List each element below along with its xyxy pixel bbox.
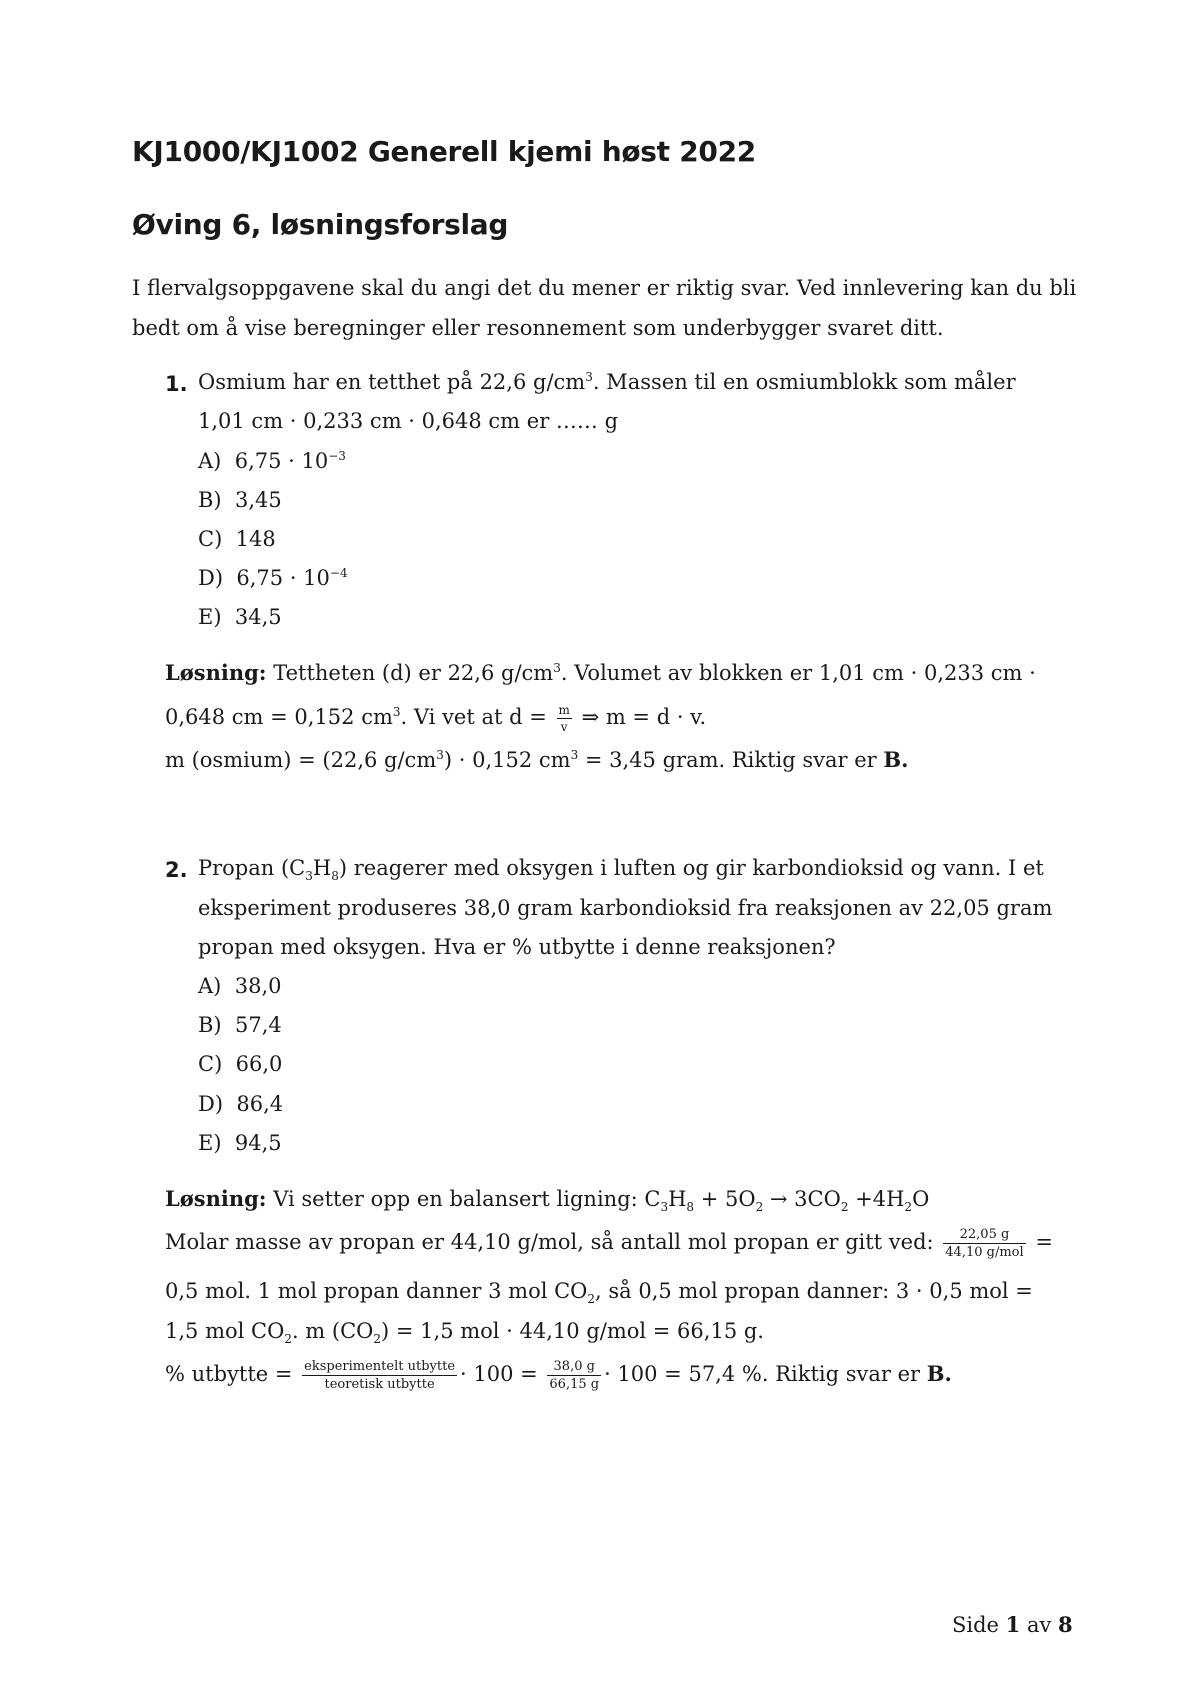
intro-line-1: I flervalgsoppgavene skal du angi det du mener er riktig svar. Ved innlevering kan du bli <box>132 276 1077 300</box>
question-2-number: 2. <box>165 858 188 882</box>
q2-solution-line-4: 1,5 mol $CO_2$. m $(CO_2) = 1,5$ mol · 44,10 g/mol = 66,15 g. <box>165 1319 764 1347</box>
question-1-line-1: Osmium har en tetthet på 22,6 $g/cm^3$. Massen til en osmiumblokk som måler <box>198 370 1016 394</box>
exercise-title: Øving 6, løsningsforslag <box>132 208 509 241</box>
q2-option-d: D) 86,4 <box>198 1092 284 1116</box>
question-2-line-3: propan med oksygen. Hva er % utbytte i denne reaksjonen? <box>198 935 836 959</box>
q1-option-d: D) $6,75 \cdot 10^{-4}$ <box>198 566 348 590</box>
yield-fraction: $\frac{\text{eksperimentelt utbytte}}{\text{teoretisk utbytte}}$ <box>304 1359 456 1392</box>
q1-solution-line-1: Løsning: Tettheten (d) er 22,6 $g/cm^3$. Volumet av blokken er 1,01 cm · 0,233 cm · <box>165 660 1036 685</box>
course-title: KJ1000/KJ1002 Generell kjemi høst 2022 <box>132 135 756 168</box>
question-1-number: 1. <box>165 372 188 396</box>
mass-fraction: $\frac{38,0 g}{66,15 g}$ <box>549 1359 600 1392</box>
solution-label-2: Løsning: <box>165 1186 267 1211</box>
q1-answer: B. <box>883 747 909 772</box>
page-number: Side 1 av 8 <box>952 1612 1073 1637</box>
q1-option-b: B) 3,45 <box>198 488 282 512</box>
q2-solution-line-5: % utbytte = $\frac{\text{eksperimentelt utbytte}}{\text{teoretisk utbytte}}$ · 100 = $\frac{38,0 g}{66,15 g}$ · 100 = 57,4 %. Riktig svar er B. <box>165 1359 952 1392</box>
q2-answer: B. <box>926 1361 952 1386</box>
density-fraction: $\frac{m}{v}$ <box>558 703 570 734</box>
q2-option-b: B) 57,4 <box>198 1013 282 1037</box>
q1-option-a: A) $6,75 \cdot 10^{-3}$ <box>198 449 346 473</box>
intro-line-2: bedt om å vise beregninger eller resonnement som underbygger svaret ditt. <box>132 316 944 340</box>
q2-option-a: A) 38,0 <box>198 974 282 998</box>
moles-fraction: $\frac{22,05 g}{\text{44,10 g/mol}}$ <box>945 1227 1024 1260</box>
question-1-line-2: 1,01 cm · 0,233 cm · 0,648 cm er …… g <box>198 409 619 433</box>
question-2-line-1: Propan $(C_3H_8)$ reagerer med oksygen i luften og gir karbondioksid og vann. I et <box>198 856 1044 884</box>
q2-option-c: C) 66,0 <box>198 1052 283 1076</box>
q2-solution-line-1: Løsning: Vi setter opp en balansert ligning: $C_3H_8 + 5O_2 \to 3CO_2 +4H_2O$ <box>165 1186 930 1215</box>
q1-solution-line-2: 0,648 cm = 0,152 $cm^3$. Vi vet at d = $\frac{m}{v}$ ⇒ m = d · v. <box>165 703 707 734</box>
q2-solution-line-2: Molar masse av propan er 44,10 g/mol, så antall mol propan er gitt ved: $\frac{22,05 g}{\text{44,10 g/mol}}$ = <box>165 1227 1053 1260</box>
q1-option-e: E) 34,5 <box>198 605 282 629</box>
q2-option-e: E) 94,5 <box>198 1131 282 1155</box>
question-2-line-2: eksperiment produseres 38,0 gram karbondioksid fra reaksjonen av 22,05 gram <box>198 896 1053 920</box>
q1-option-c: C) 148 <box>198 527 276 551</box>
q1-solution-line-3: m (osmium) = (22,6 $g/cm^3) \cdot 0,152$ $cm^3 = 3,45$ gram. Riktig svar er B. <box>165 747 909 772</box>
q2-solution-line-3: 0,5 mol. 1 mol propan danner 3 mol $CO_2$, så 0,5 mol propan danner: 3 · 0,5 mol = <box>165 1279 1033 1307</box>
solution-label: Løsning: <box>165 660 267 685</box>
